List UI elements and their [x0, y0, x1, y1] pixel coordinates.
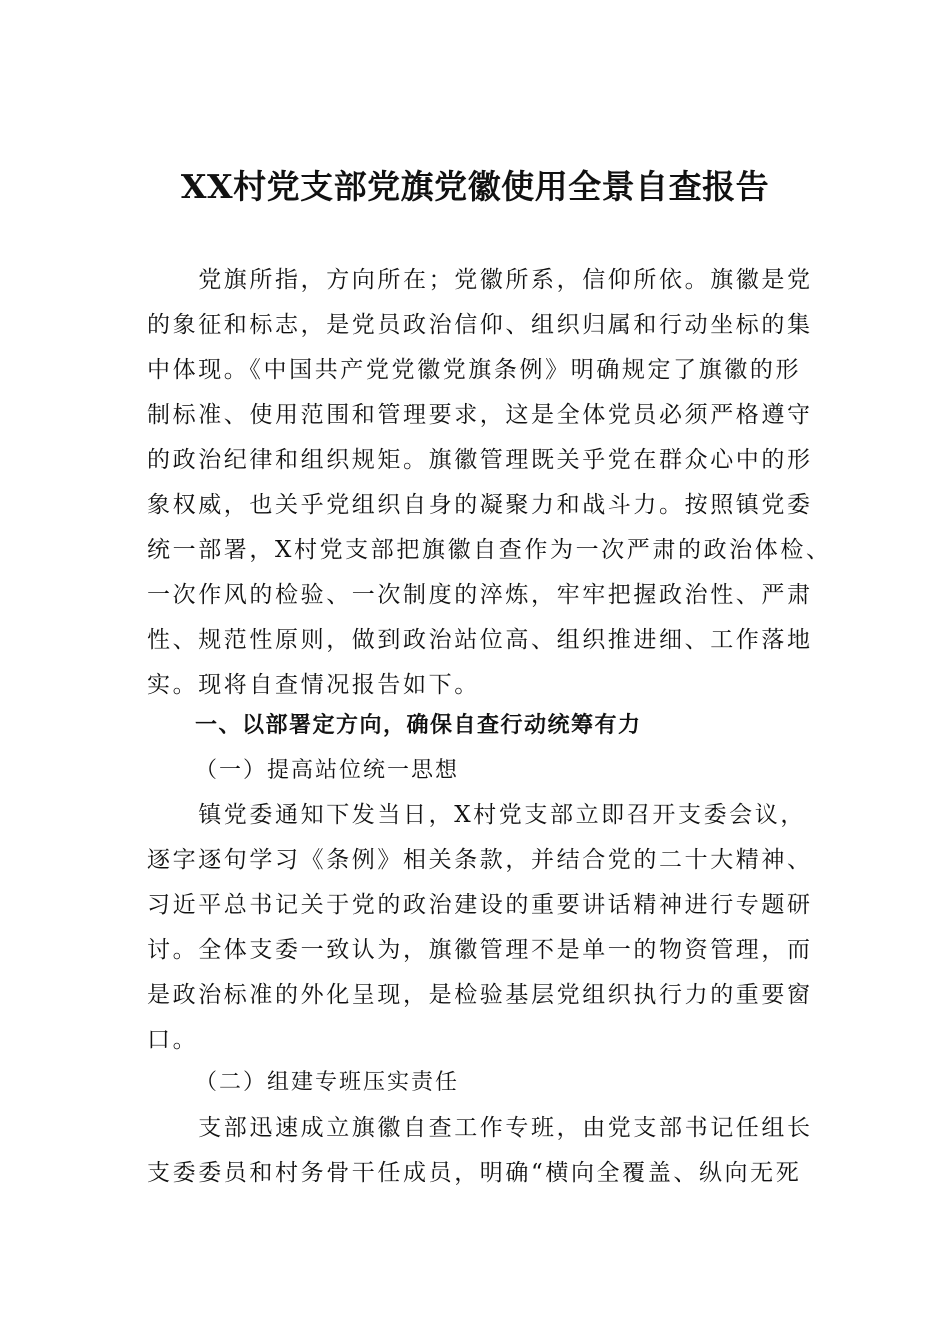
paragraph-line: 实。现将自查情况报告如下。 [147, 672, 480, 698]
subsection-heading: （一）提高站位统一思想 [195, 758, 460, 783]
paragraph-line: 一次作风的检验、一次制度的淬炼，牢牢把握政治性、严肃 [147, 582, 813, 608]
paragraph-line: 支部迅速成立旗徽自查工作专班，由党支部书记任组长 [147, 1115, 813, 1141]
paragraph-line: 是政治标准的外化呈现，是检验基层党组织执行力的重要窗 [147, 982, 813, 1008]
paragraph-line: 性、规范性原则，做到政治站位高、组织推进细、工作落地 [147, 627, 813, 653]
section-heading: 一、以部署定方向，确保自查行动统筹有力 [195, 713, 642, 738]
paragraph-line: 讨。全体支委一致认为，旗徽管理不是单一的物资管理，而 [147, 937, 813, 963]
paragraph-line: 的政治纪律和组织规矩。旗徽管理既关乎党在群众心中的形 [147, 447, 813, 473]
paragraph-line: 党旗所指，方向所在；党徽所系，信仰所依。旗徽是党 [147, 267, 813, 293]
document-title: XX村党支部党旗党徽使用全景自查报告 [180, 167, 770, 206]
paragraph-line: 逐字逐句学习《条例》相关条款，并结合党的二十大精神、 [147, 847, 813, 873]
paragraph-line: 制标准、使用范围和管理要求，这是全体党员必须严格遵守 [147, 402, 813, 428]
intro-paragraph [147, 258, 832, 708]
paragraph-line: 习近平总书记关于党的政治建设的重要讲话精神进行专题研 [147, 892, 813, 918]
paragraph-line: 象权威，也关乎党组织自身的凝聚力和战斗力。按照镇党委 [147, 492, 813, 518]
subsection-1-paragraph [147, 793, 813, 1063]
paragraph-line: 支委委员和村务骨干任成员，明确“横向全覆盖、纵向无死 [147, 1160, 802, 1186]
paragraph-line: 统一部署，X村党支部把旗徽自查作为一次严肃的政治体检、 [147, 537, 832, 563]
subsection-2-paragraph [147, 1106, 813, 1196]
paragraph-line: 口。 [147, 1027, 199, 1053]
paragraph-line: 的象征和标志，是党员政治信仰、组织归属和行动坐标的集 [147, 312, 813, 338]
subsection-heading: （二）组建专班压实责任 [195, 1070, 460, 1095]
paragraph-line: 镇党委通知下发当日，X村党支部立即召开支委会议， [147, 802, 806, 828]
paragraph-line: 中体现。《中国共产党党徽党旗条例》明确规定了旗徽的形 [147, 357, 802, 383]
